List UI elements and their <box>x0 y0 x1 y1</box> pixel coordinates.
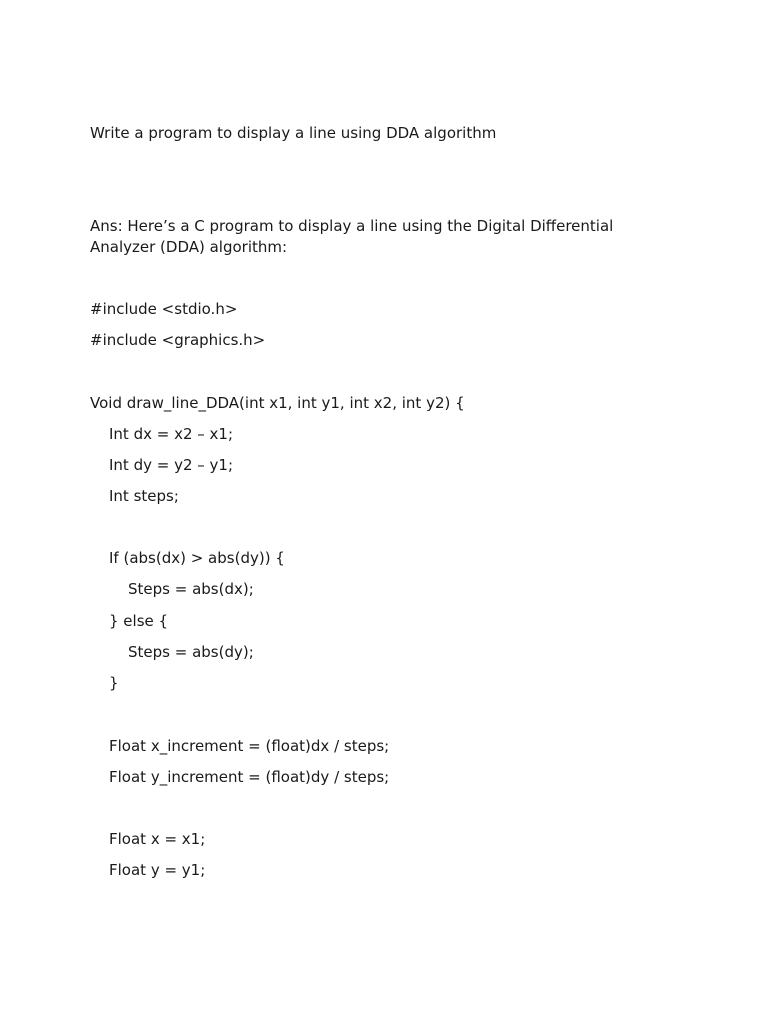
answer-intro: Ans: Here’s a C program to display a line using the Digital Differential Analyzer (DDA) algorithm: <box>90 217 614 256</box>
code-steps-declaration: Int steps; <box>109 487 179 505</box>
code-else-statement: } else { <box>109 612 169 630</box>
code-x-increment: Float x_increment = (float)dx / steps; <box>109 737 390 755</box>
code-dy-declaration: Int dy = y2 – y1; <box>109 456 234 474</box>
code-x-init: Float x = x1; <box>109 830 206 848</box>
code-include-graphics: #include <graphics.h> <box>90 331 266 349</box>
code-y-increment: Float y_increment = (float)dy / steps; <box>109 768 390 786</box>
code-include-stdio: #include <stdio.h> <box>90 300 238 318</box>
code-function-signature: Void draw_line_DDA(int x1, int y1, int x2, int y2) { <box>90 394 465 412</box>
code-steps-dx: Steps = abs(dx); <box>128 580 254 598</box>
code-if-statement: If (abs(dx) > abs(dy)) { <box>109 549 285 567</box>
code-steps-dy: Steps = abs(dy); <box>128 643 254 661</box>
question-text: Write a program to display a line using DDA algorithm <box>90 124 497 142</box>
code-dx-declaration: Int dx = x2 – x1; <box>109 425 234 443</box>
code-y-init: Float y = y1; <box>109 861 206 879</box>
code-close-brace: } <box>109 674 119 692</box>
